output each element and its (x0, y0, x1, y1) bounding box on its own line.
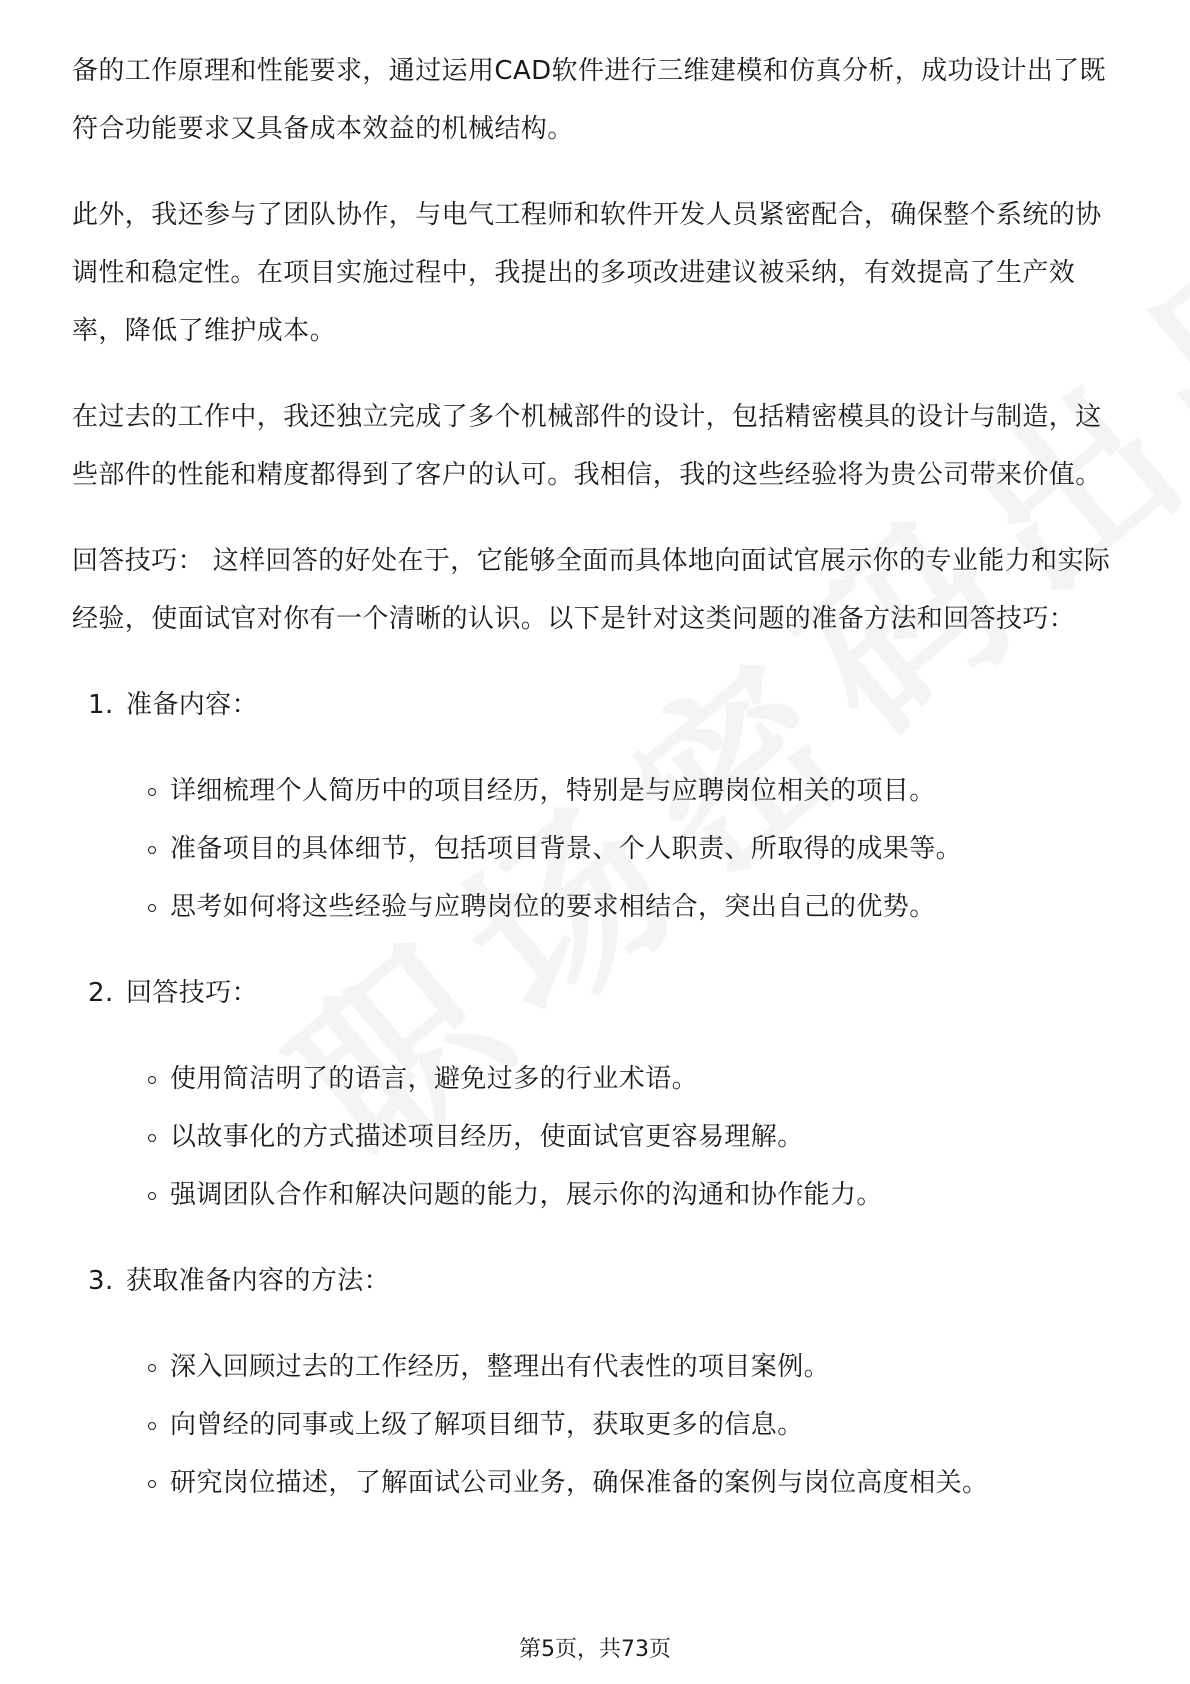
section-3-number: 3. (88, 1266, 114, 1296)
section-1-list (72, 762, 1122, 936)
paragraph-answer-tips: 回答技巧： 这样回答的好处在于，它能够全面而具体地向面试官展示你的专业能力和实际经验，使面试官对你有一个清晰的认识。以下是针对这类问题的准备方法和回答技巧： (72, 546, 1111, 634)
list-item: 准备项目的具体细节，包括项目背景、个人职责、所取得的成果等。 (148, 820, 1122, 878)
section-3-label: 获取准备内容的方法： (126, 1266, 391, 1296)
section-1-number: 1. (88, 690, 114, 720)
list-item: 研究岗位描述，了解面试公司业务，确保准备的案例与岗位高度相关。 (148, 1454, 1122, 1512)
section-3-title (88, 1252, 1122, 1310)
list-item: 向曾经的同事或上级了解项目细节，获取更多的信息。 (148, 1396, 1122, 1454)
section-3-list (72, 1338, 1122, 1512)
paragraph-2: 此外，我还参与了团队协作，与电气工程师和软件开发人员紧密配合，确保整个系统的协调性和稳定性。在项目实施过程中，我提出的多项改进建议被采纳，有效提高了生产效率，降低了维护成本。 (72, 200, 1102, 346)
list-item: 以故事化的方式描述项目经历，使面试官更容易理解。 (148, 1108, 1122, 1166)
section-1-label: 准备内容： (126, 690, 259, 720)
paragraph-1: 备的工作原理和性能要求，通过运用CAD软件进行三维建模和仿真分析，成功设计出了既符合功能要求又具备成本效益的机械结构。 (72, 56, 1106, 144)
section-2-label: 回答技巧： (126, 978, 259, 1008)
list-item: 深入回顾过去的工作经历，整理出有代表性的项目案例。 (148, 1338, 1122, 1396)
list-item: 思考如何将这些经验与应聘岗位的要求相结合，突出自己的优势。 (148, 878, 1122, 936)
list-item: 强调团队合作和解决问题的能力，展示你的沟通和协作能力。 (148, 1166, 1122, 1224)
section-2-number: 2. (88, 978, 114, 1008)
page-content (72, 42, 1122, 1540)
paragraph-3: 在过去的工作中，我还独立完成了多个机械部件的设计，包括精密模具的设计与制造，这些部件的性能和精度都得到了客户的认可。我相信，我的这些经验将为贵公司带来价值。 (72, 402, 1102, 490)
section-2-title (88, 964, 1122, 1022)
list-item: 使用简洁明了的语言，避免过多的行业术语。 (148, 1050, 1122, 1108)
page-footer: 第5页，共73页 (519, 1637, 671, 1662)
section-1-title (88, 676, 1122, 734)
section-2-list (72, 1050, 1122, 1224)
list-item: 详细梳理个人简历中的项目经历，特别是与应聘岗位相关的项目。 (148, 762, 1122, 820)
